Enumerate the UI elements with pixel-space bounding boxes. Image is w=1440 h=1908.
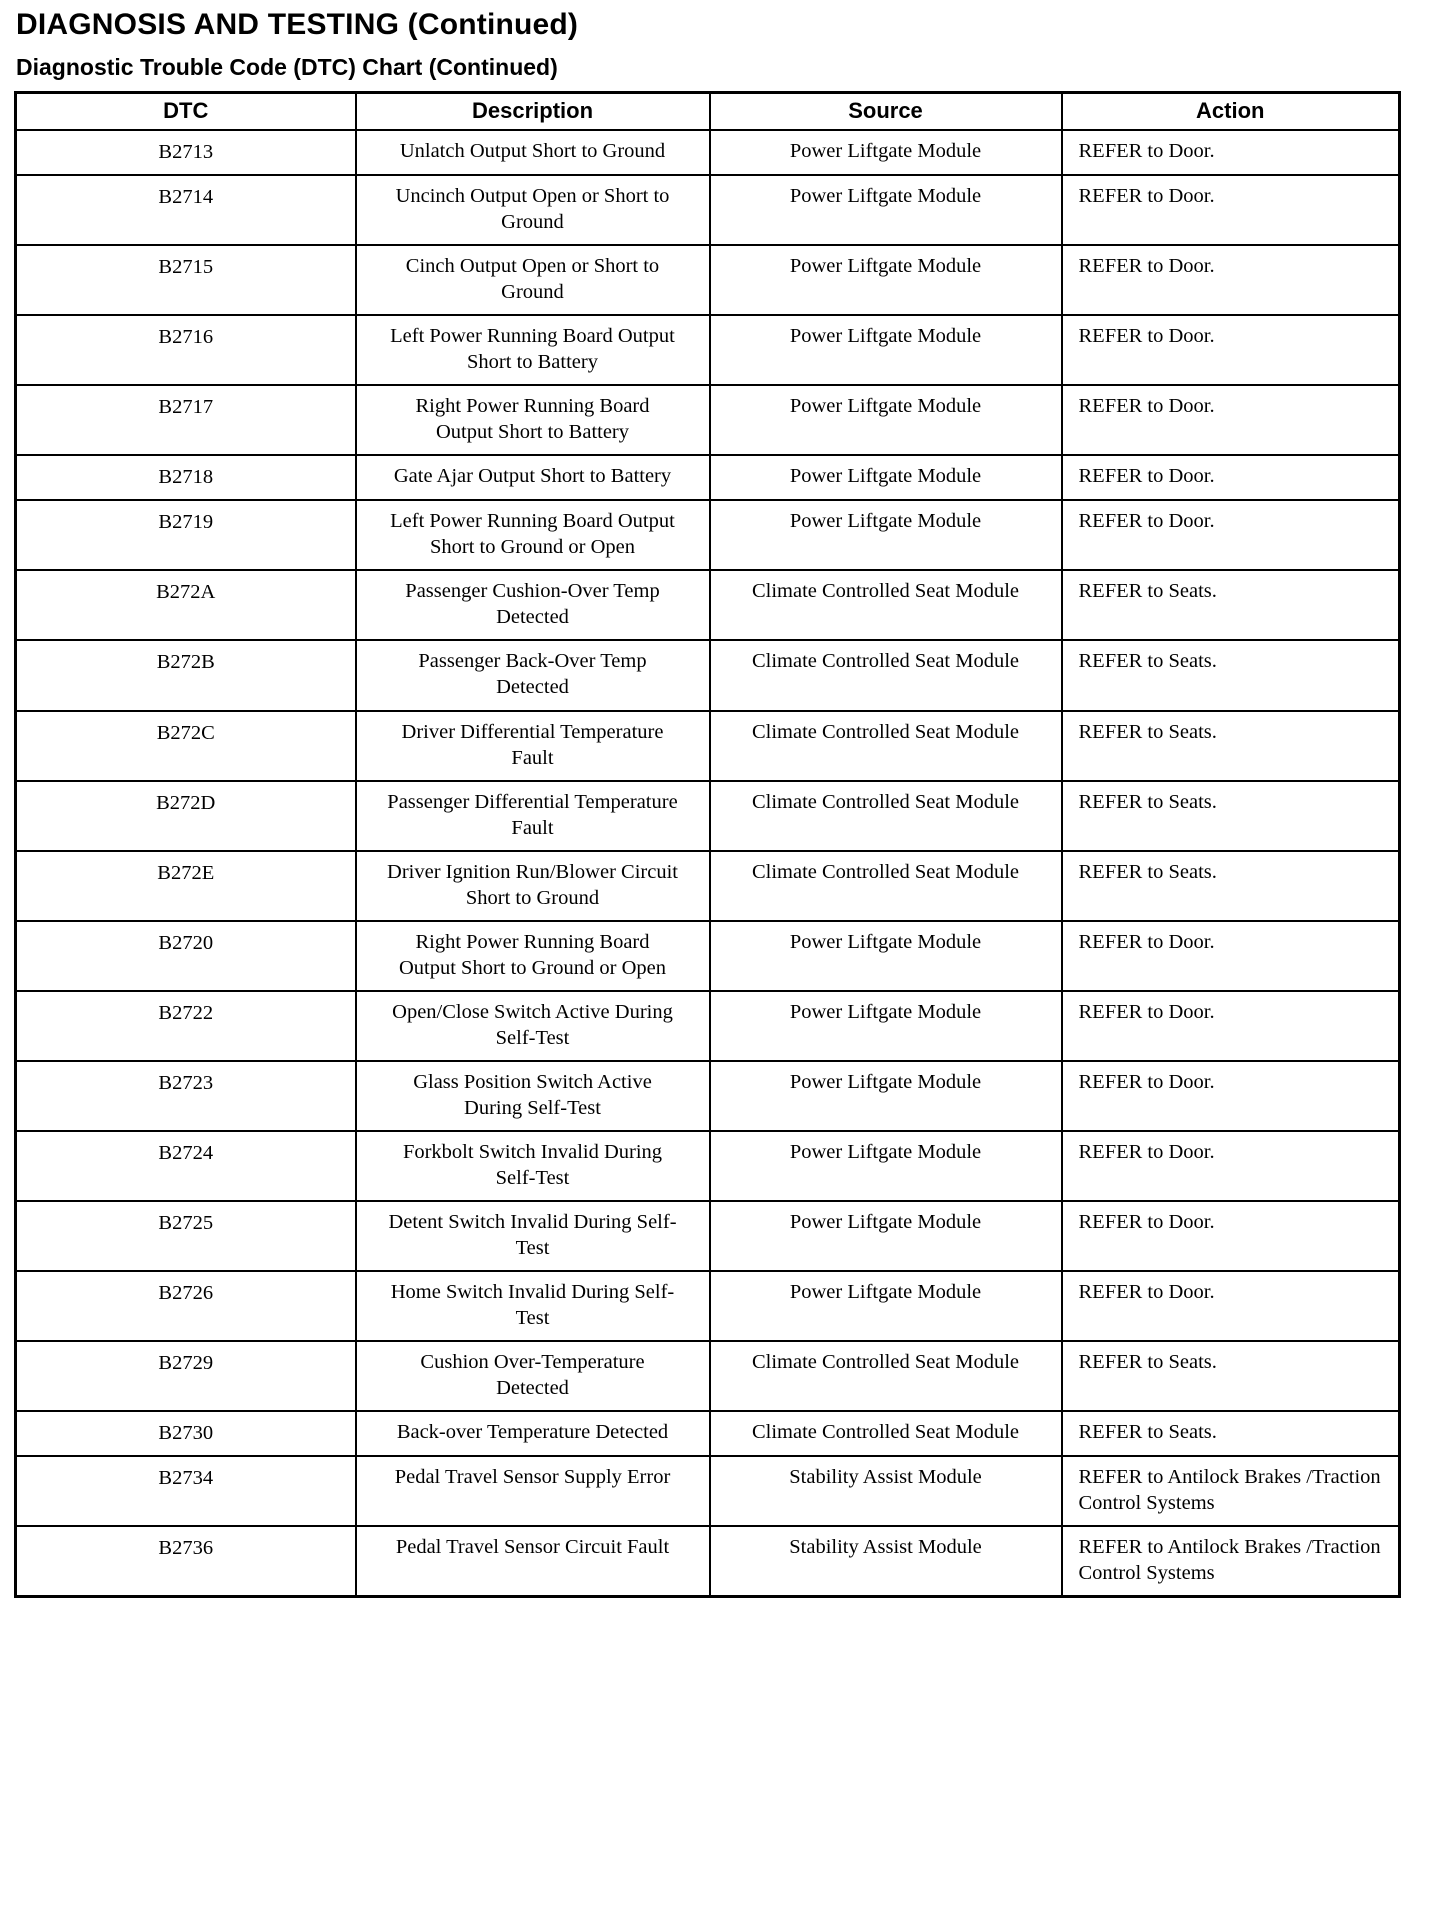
action-cell: REFER to Door. [1062,1201,1400,1271]
table-row [16,991,1400,1061]
table-row [16,781,1400,851]
table-row [16,1131,1400,1201]
table-row [16,130,1400,175]
dtc-cell: B2734 [16,1456,356,1526]
table-row [16,245,1400,315]
source-cell: Power Liftgate Module [710,1061,1062,1131]
action-cell: REFER to Seats. [1062,781,1400,851]
dtc-cell: B2713 [16,130,356,175]
source-cell: Climate Controlled Seat Module [710,1341,1062,1411]
dtc-cell: B272A [16,570,356,640]
action-cell: REFER to Door. [1062,500,1400,570]
page-title: DIAGNOSIS AND TESTING (Continued) [16,8,579,41]
action-cell: REFER to Door. [1062,175,1400,245]
action-cell: REFER to Seats. [1062,570,1400,640]
table-row [16,1411,1400,1456]
action-cell: REFER to Door. [1062,315,1400,385]
dtc-cell: B2715 [16,245,356,315]
source-cell: Power Liftgate Module [710,245,1062,315]
description-cell: Passenger Differential Temperature Fault [356,781,710,851]
description-cell: Forkbolt Switch Invalid During Self-Test [356,1131,710,1201]
source-cell: Power Liftgate Module [710,175,1062,245]
dtc-cell: B2736 [16,1526,356,1597]
dtc-cell: B2729 [16,1341,356,1411]
description-cell: Gate Ajar Output Short to Battery [356,455,710,500]
source-cell: Power Liftgate Module [710,1271,1062,1341]
dtc-cell: B2720 [16,921,356,991]
action-cell: REFER to Door. [1062,1131,1400,1201]
table-row [16,175,1400,245]
dtc-cell: B2725 [16,1201,356,1271]
table-row [16,1201,1400,1271]
action-cell: REFER to Door. [1062,991,1400,1061]
table-row [16,500,1400,570]
table-row [16,1271,1400,1341]
source-cell: Power Liftgate Module [710,1201,1062,1271]
source-cell: Power Liftgate Module [710,315,1062,385]
column-header-description: Description [356,93,710,131]
table-row [16,711,1400,781]
column-header-dtc: DTC [16,93,356,131]
description-cell: Cinch Output Open or Short to Ground [356,245,710,315]
description-cell: Uncinch Output Open or Short to Ground [356,175,710,245]
table-row [16,1456,1400,1526]
action-cell: REFER to Door. [1062,1061,1400,1131]
dtc-cell: B2730 [16,1411,356,1456]
source-cell: Climate Controlled Seat Module [710,640,1062,710]
source-cell: Stability Assist Module [710,1526,1062,1597]
table-header-row [16,93,1400,131]
description-cell: Passenger Cushion-Over Temp Detected [356,570,710,640]
description-cell: Left Power Running Board Output Short to Ground or Open [356,500,710,570]
action-cell: REFER to Seats. [1062,640,1400,710]
description-cell: Back-over Temperature Detected [356,1411,710,1456]
description-cell: Detent Switch Invalid During Self-Test [356,1201,710,1271]
description-cell: Right Power Running Board Output Short to Ground or Open [356,921,710,991]
source-cell: Power Liftgate Module [710,921,1062,991]
dtc-cell: B2717 [16,385,356,455]
action-cell: REFER to Seats. [1062,1341,1400,1411]
source-cell: Climate Controlled Seat Module [710,711,1062,781]
action-cell: REFER to Door. [1062,1271,1400,1341]
description-cell: Pedal Travel Sensor Circuit Fault [356,1526,710,1597]
action-cell: REFER to Antilock Brakes /Traction Control Systems [1062,1456,1400,1526]
table-row [16,385,1400,455]
action-cell: REFER to Door. [1062,455,1400,500]
action-cell: REFER to Seats. [1062,711,1400,781]
action-cell: REFER to Door. [1062,921,1400,991]
table-row [16,1061,1400,1131]
source-cell: Power Liftgate Module [710,991,1062,1061]
dtc-cell: B2719 [16,500,356,570]
description-cell: Pedal Travel Sensor Supply Error [356,1456,710,1526]
description-cell: Glass Position Switch Active During Self-Test [356,1061,710,1131]
dtc-cell: B272B [16,640,356,710]
action-cell: REFER to Door. [1062,130,1400,175]
dtc-cell: B2714 [16,175,356,245]
dtc-cell: B272C [16,711,356,781]
dtc-cell: B2716 [16,315,356,385]
table-row [16,921,1400,991]
dtc-cell: B2718 [16,455,356,500]
description-cell: Left Power Running Board Output Short to Battery [356,315,710,385]
source-cell: Climate Controlled Seat Module [710,570,1062,640]
table-row [16,315,1400,385]
description-cell: Unlatch Output Short to Ground [356,130,710,175]
table-row [16,640,1400,710]
source-cell: Power Liftgate Module [710,130,1062,175]
page-subtitle: Diagnostic Trouble Code (DTC) Chart (Continued) [16,54,558,80]
dtc-cell: B2723 [16,1061,356,1131]
source-cell: Climate Controlled Seat Module [710,851,1062,921]
description-cell: Open/Close Switch Active During Self-Test [356,991,710,1061]
description-cell: Driver Differential Temperature Fault [356,711,710,781]
source-cell: Power Liftgate Module [710,455,1062,500]
source-cell: Stability Assist Module [710,1456,1062,1526]
dtc-cell: B2726 [16,1271,356,1341]
source-cell: Power Liftgate Module [710,1131,1062,1201]
action-cell: REFER to Door. [1062,245,1400,315]
description-cell: Right Power Running Board Output Short to Battery [356,385,710,455]
dtc-cell: B2724 [16,1131,356,1201]
dtc-chart-table [14,91,1401,1598]
source-cell: Climate Controlled Seat Module [710,781,1062,851]
dtc-cell: B272E [16,851,356,921]
table-row [16,1526,1400,1597]
table-body [16,130,1400,1597]
action-cell: REFER to Seats. [1062,1411,1400,1456]
column-header-action: Action [1062,93,1400,131]
dtc-cell: B272D [16,781,356,851]
action-cell: REFER to Seats. [1062,851,1400,921]
source-cell: Power Liftgate Module [710,500,1062,570]
action-cell: REFER to Antilock Brakes /Traction Control Systems [1062,1526,1400,1597]
dtc-cell: B2722 [16,991,356,1061]
source-cell: Power Liftgate Module [710,385,1062,455]
description-cell: Cushion Over-Temperature Detected [356,1341,710,1411]
action-cell: REFER to Door. [1062,385,1400,455]
description-cell: Passenger Back-Over Temp Detected [356,640,710,710]
table-row [16,570,1400,640]
column-header-source: Source [710,93,1062,131]
table-row [16,455,1400,500]
table-row [16,1341,1400,1411]
source-cell: Climate Controlled Seat Module [710,1411,1062,1456]
table-row [16,851,1400,921]
description-cell: Home Switch Invalid During Self-Test [356,1271,710,1341]
description-cell: Driver Ignition Run/Blower Circuit Short to Ground [356,851,710,921]
